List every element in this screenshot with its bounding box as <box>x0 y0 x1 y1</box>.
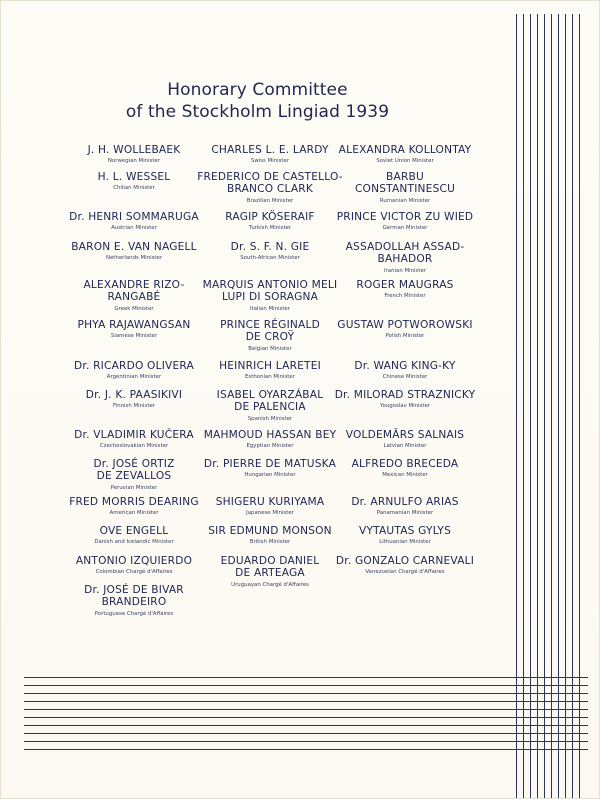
member-name: OVE ENGELL <box>99 525 169 537</box>
member-role: Soviet Union Minister <box>376 158 434 165</box>
member-name: CHARLES L. E. LARDY <box>211 144 329 156</box>
member-name: VYTAUTAS GYLYS <box>359 525 451 537</box>
member-role: South-African Minister <box>240 255 300 262</box>
committee-entry <box>317 525 493 546</box>
member-name: Dr. MILORAD STRAZNICKY <box>334 389 476 401</box>
committee-entry <box>317 458 493 479</box>
member-name: Dr. RICARDO OLIVERA <box>74 360 194 372</box>
committee-entry <box>46 584 222 618</box>
horizontal-staff-lines <box>24 677 588 757</box>
member-role: Czechoslovakian Minister <box>99 443 169 450</box>
member-role: Latvian Minister <box>383 443 427 450</box>
heading-line-1: Honorary Committee <box>167 80 348 100</box>
member-name: BRANCO CLARK <box>227 183 313 196</box>
member-role: Uruguayan Chargé d'Affaires <box>231 581 309 588</box>
member-name: Dr. WANG KING-KY <box>354 360 456 372</box>
committee-entry <box>317 319 493 340</box>
member-name: ISABEL OYARZÁBAL <box>216 389 324 401</box>
member-role: German Minister <box>382 225 428 232</box>
member-role: Turkish Minister <box>248 225 292 232</box>
committee-entry <box>317 171 493 205</box>
member-name: DE ZEVALLOS <box>96 470 172 483</box>
member-role: Mexican Minister <box>382 472 428 479</box>
member-role: Rumanian Minister <box>379 197 431 204</box>
member-name: ASSADOLLAH ASSAD- <box>345 241 465 253</box>
horizontal-rule <box>24 709 588 710</box>
member-name: MAHMOUD HASSAN BEY <box>203 429 337 441</box>
member-role: Swiss Minister <box>250 158 290 165</box>
horizontal-rule <box>24 693 588 694</box>
member-name: H. L. WESSEL <box>97 171 171 183</box>
member-role: Iranian Minister <box>384 267 426 274</box>
member-name: PRINCE VICTOR ZU WIED <box>336 211 474 223</box>
member-name: VOLDEMĀRS SALNAIS <box>345 429 465 441</box>
member-role: French Minister <box>384 293 426 300</box>
member-name: ALEXANDRE RIZO- <box>83 279 185 291</box>
member-name: BRANDEIRO <box>101 596 167 609</box>
member-role: Venezuelan Chargé d'Affaires <box>365 569 445 576</box>
member-name: FRED MORRIS DEARING <box>69 496 199 508</box>
horizontal-rule <box>24 741 588 742</box>
member-name: PHYA RAJAWANGSAN <box>77 319 191 331</box>
member-role: Greek Minister <box>114 305 154 312</box>
committee-entry <box>317 555 493 576</box>
committee-entry <box>317 496 493 517</box>
member-role: Austrian Minister <box>111 225 157 232</box>
member-name: Dr. HENRI SOMMARUGA <box>69 211 199 223</box>
member-role: Belgian Minister <box>248 345 292 352</box>
member-name: SIR EDMUND MONSON <box>208 525 332 537</box>
member-role: Peruvian Minister <box>110 484 158 491</box>
heading-line-2: of the Stockholm Lingiad 1939 <box>125 102 390 122</box>
member-role: Chilian Minister <box>113 185 155 192</box>
member-role: Danish and Icelandic Minister <box>94 539 174 546</box>
member-name: ANTONIO IZQUIERDO <box>75 555 193 567</box>
committee-entry <box>317 360 493 381</box>
member-name: GUSTAW POTWOROWSKI <box>337 319 473 331</box>
member-name: EDUARDO DANIEL <box>220 555 320 567</box>
member-name: DE ARTEAGA <box>235 567 305 580</box>
member-role: Hungarian Minister <box>244 472 296 479</box>
member-role: Norwegian Minister <box>107 158 161 165</box>
member-role: Chinese Minister <box>382 374 428 381</box>
member-role: British Minister <box>249 539 291 546</box>
committee-entry <box>317 389 493 410</box>
member-name: RANGABÉ <box>107 291 161 304</box>
member-name: ROGER MAUGRAS <box>356 279 454 291</box>
member-name: Dr. GONZALO CARNEVALI <box>335 555 475 567</box>
member-role: American Minister <box>109 510 159 517</box>
member-name: Dr. S. F. N. GIE <box>230 241 310 253</box>
committee-entry <box>317 241 493 275</box>
member-name: Dr. J. K. PAASIKIVI <box>85 389 183 401</box>
member-role: Colombian Chargé d'Affaires <box>95 569 173 576</box>
member-name: FREDERICO DE CASTELLO- <box>197 171 343 183</box>
member-name: Dr. ARNULFO ARIAS <box>351 496 459 508</box>
member-name: HEINRICH LARETEI <box>219 360 321 372</box>
member-name: LUPI DI SORAGNA <box>221 291 319 304</box>
member-role: Panamanian Minister <box>376 510 434 517</box>
member-name: ALFREDO BRECEDA <box>351 458 459 470</box>
member-role: Argentinian Minister <box>106 374 162 381</box>
member-role: Japanese Minister <box>246 510 294 517</box>
horizontal-rule <box>24 677 588 678</box>
member-role: Siamese Minister <box>110 333 158 340</box>
member-role: Finnish Minister <box>113 403 155 410</box>
member-name: DE PALENCIA <box>234 401 306 414</box>
horizontal-rule <box>24 733 588 734</box>
committee-entry <box>317 279 493 300</box>
member-name: Dr. JOSÉ ORTIZ <box>93 458 175 470</box>
member-role: Spanish Minister <box>247 415 293 422</box>
member-name: Dr. JOSÉ DE BIVAR <box>84 584 184 596</box>
member-role: Netherlands Minister <box>105 255 163 262</box>
member-name: BARON E. VAN NAGELL <box>71 241 197 253</box>
member-name: Dr. VLADIMIR KUČERA <box>74 429 194 441</box>
member-name: Dr. PIERRE DE MATUSKA <box>203 458 337 470</box>
member-role: Esthonian Minister <box>245 374 295 381</box>
member-role: Portuguese Chargé d'Affaires <box>94 610 174 617</box>
horizontal-rule <box>24 701 588 702</box>
member-name: CONSTANTINESCU <box>354 183 456 196</box>
member-name: PRINCE RÉGINALD <box>220 319 320 331</box>
member-name: MARQUIS ANTONIO MELI <box>202 279 338 291</box>
horizontal-rule <box>24 725 588 726</box>
horizontal-rule <box>24 685 588 686</box>
member-name: SHIGERU KURIYAMA <box>215 496 325 508</box>
member-role: Yougoslav Minister <box>379 403 431 410</box>
committee-entry <box>317 211 493 232</box>
horizontal-rule <box>24 749 588 750</box>
member-role: Polish Minister <box>385 333 425 340</box>
member-name: DE CROŸ <box>245 331 295 344</box>
horizontal-rule <box>24 717 588 718</box>
member-name: J. H. WOLLEBAEK <box>87 144 181 156</box>
member-role: Brazilian Minister <box>246 197 294 204</box>
member-name: RAGIP KÖSERAIF <box>225 211 315 223</box>
member-role: Lithuanian Minister <box>379 539 431 546</box>
committee-entry <box>317 429 493 450</box>
member-role: Egyptian Minister <box>246 443 294 450</box>
member-name: BAHADOR <box>377 253 433 266</box>
member-role: Italian Minister <box>250 305 290 312</box>
committee-entry <box>317 144 493 165</box>
member-name: BARBU <box>386 171 424 183</box>
member-name: ALEXANDRA KOLLONTAY <box>338 144 472 156</box>
